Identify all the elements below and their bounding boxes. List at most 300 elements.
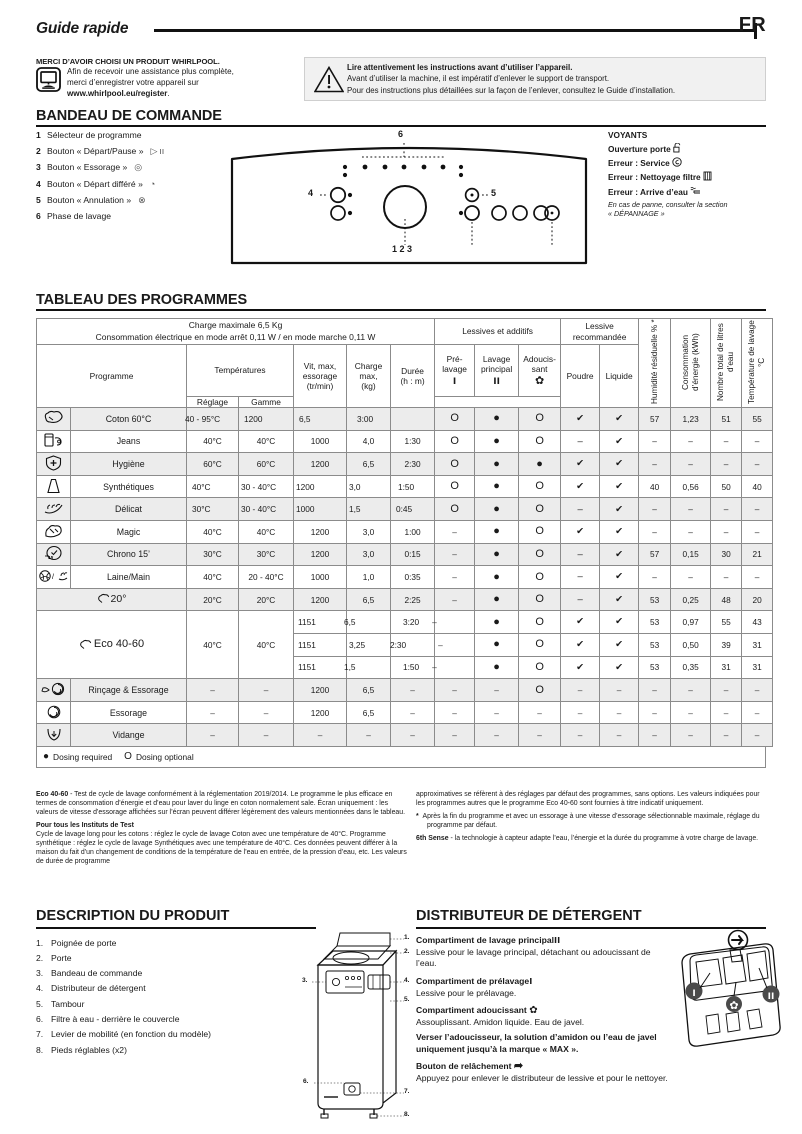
programme-name: Chrono 15’	[71, 543, 187, 566]
cell-softener: O	[519, 656, 561, 679]
cell-litres: –	[711, 498, 742, 521]
cell-charge: 3,0	[347, 475, 391, 498]
eco-cloud-icon	[79, 639, 92, 650]
cell-liquid: –	[600, 724, 639, 747]
th-energie: Consommation d’énergie (kWh)	[671, 319, 711, 408]
cell-charge: 1,5	[347, 498, 391, 521]
cell-prewash: –	[435, 611, 475, 634]
cell-temperature: –	[742, 701, 773, 724]
cell-charge: 6,5	[347, 679, 391, 702]
register-url[interactable]: www.whirlpool.eu/register	[67, 88, 168, 98]
cell-charge: 6,5	[347, 588, 391, 611]
cell-charge: 6,5	[347, 701, 391, 724]
cell-temperature: –	[742, 566, 773, 589]
cell-litres: 48	[711, 588, 742, 611]
cell-vitesse: –	[294, 724, 347, 747]
dispenser-block	[416, 908, 668, 1085]
th-temp-lavage: Température de lavage °C	[742, 319, 773, 408]
legend-item-6: 6 Phase de lavage	[36, 210, 112, 221]
cell-powder: ✔	[561, 408, 600, 431]
footnote-test-institutes-body: Cycle de lavage long pour les cotons : réglez le cycle de lavage Coton avec une température de 40°C. Programme synthétique : réglez le cycle de lavage Synthétiques avec une température de 40°C. Ces données peuvent différer à la maison du fait d’un changement de conditions de la température de l’eau en entrée, de la pression d’eau, etc. Les valeurs de durée de programme	[36, 831, 407, 866]
cell-litres: –	[711, 566, 742, 589]
cell-energy: –	[671, 566, 711, 589]
callout-8: 8.	[404, 1111, 410, 1118]
cell-charge: 1,5	[347, 656, 391, 679]
cell-humidity: 53	[639, 611, 671, 634]
cell-humidity: 53	[639, 588, 671, 611]
programmes-table-wrap	[36, 318, 766, 768]
cell-duree: 2:30	[391, 634, 435, 657]
delicate-icon	[37, 498, 71, 521]
cell-softener: O	[519, 521, 561, 544]
cell-temperature: 20	[742, 588, 773, 611]
cell-powder: ✔	[561, 453, 600, 476]
cell-humidity: –	[639, 498, 671, 521]
programme-name-eco: Eco 40-60	[37, 611, 187, 679]
programme-name: Essorage	[71, 701, 187, 724]
cell-charge: –	[347, 724, 391, 747]
cell-powder: –	[561, 498, 600, 521]
cell-energy: 0,15	[671, 543, 711, 566]
register-url-line: www.whirlpool.eu/register.	[67, 88, 170, 98]
cell-energy: 0,35	[671, 656, 711, 679]
legend-item-5: 5 Bouton « Annulation » ⊗	[36, 194, 146, 205]
cell-charge: 4,0	[347, 430, 391, 453]
machine-diagram	[300, 925, 410, 1120]
chrono-icon	[37, 543, 71, 566]
thank-you-line1: Afin de recevoir une assistance plus complète,	[67, 67, 234, 76]
cell-duree: 0:15	[391, 543, 435, 566]
mainwash-bar-icon: ıı	[554, 933, 561, 946]
cell-gamme: –	[239, 724, 294, 747]
cotton-icon	[37, 408, 71, 431]
cell-reglage: 40°C	[187, 475, 239, 498]
programme-name-20: 20°	[37, 588, 187, 611]
cell-duree: 0:35	[391, 566, 435, 589]
cell-energy: 0,56	[671, 475, 711, 498]
cell-mainwash: ●	[475, 521, 519, 544]
cell-duree: 1:50	[391, 475, 435, 498]
cell-vitesse: 1000	[294, 566, 347, 589]
product-parts-list	[36, 936, 316, 1058]
cell-mainwash: ●	[475, 566, 519, 589]
softener-flower-icon: ✿	[529, 1004, 538, 1016]
cell-humidity: 40	[639, 475, 671, 498]
th-humidite: Humidité résiduelle % *	[639, 319, 671, 408]
cell-litres: 55	[711, 611, 742, 634]
thank-you-title: MERCI D’AVOIR CHOISI UN PRODUIT WHIRLPOOL.	[36, 57, 220, 66]
list-item: 1. Poignée de porte	[36, 937, 117, 948]
dispenser-prewash-compartment: Compartiment de prélavageı Lessive pour le prélavage.	[416, 974, 533, 999]
warning-line3: Pour des instructions plus détaillées sur la façon de l’enlever, consultez le Guide d’installation.	[347, 85, 676, 95]
cell-vitesse: 1200	[294, 521, 347, 544]
callout-6: 6.	[303, 1078, 309, 1085]
cell-humidity: –	[639, 453, 671, 476]
programme-name: Coton 60°C	[71, 408, 187, 431]
svg-text:/: /	[51, 574, 54, 582]
cell-humidity: 53	[639, 656, 671, 679]
table-row	[37, 543, 773, 566]
control-panel-title-underline	[36, 125, 766, 127]
cell-charge: 1,0	[347, 566, 391, 589]
spin-icon	[37, 701, 71, 724]
table-row	[37, 724, 773, 747]
cell-reglage: 40°C	[187, 430, 239, 453]
header-rule	[154, 29, 756, 32]
cell-charge: 6,5	[347, 453, 391, 476]
cell-vitesse: 1200	[294, 588, 347, 611]
cell-temperature: –	[742, 724, 773, 747]
page-title: Guide rapide	[36, 20, 129, 37]
warning-line1: Lire attentivement les instructions avant d’utiliser l’appareil.	[347, 63, 573, 73]
list-item: 8. Pieds réglables (x2)	[36, 1044, 127, 1055]
cell-liquid: ✔	[600, 566, 639, 589]
cell-reglage: –	[187, 679, 239, 702]
table-row	[37, 521, 773, 544]
cell-mainwash: ●	[475, 634, 519, 657]
cell-litres: –	[711, 679, 742, 702]
footnote-continued: approximatives se réfèrent à des réglages par défaut des programmes, sans options. Les valeurs indiquées pour les programmes autres que le programme Eco 40-60 sont fournies à titre indicatif uniquement.	[416, 791, 760, 808]
voyant-door-open: Ouverture porte	[608, 142, 778, 156]
th-lessive-reco: Lessive recommandée	[561, 319, 639, 345]
cell-reglage: –	[187, 724, 239, 747]
cell-liquid: ✔	[600, 430, 639, 453]
svg-text:ı: ı	[692, 985, 696, 999]
programme-name: Synthétiques	[71, 475, 187, 498]
legend-item-3: 3 Bouton « Essorage » ◎	[36, 162, 143, 173]
unlock-icon	[673, 144, 682, 154]
cell-charge: 3:00	[347, 408, 391, 431]
cell-temperature: 40	[742, 475, 773, 498]
cell-powder: –	[561, 679, 600, 702]
cell-vitesse: 1000	[294, 498, 347, 521]
cell-prewash: –	[435, 679, 475, 702]
table-row	[37, 566, 773, 589]
cell-duree: 3:20	[391, 611, 435, 634]
indicator-lights-block	[608, 130, 778, 218]
cell-mainwash: –	[475, 724, 519, 747]
cell-prewash: –	[435, 724, 475, 747]
cell-vitesse: 1151	[294, 634, 347, 657]
th-prelavage: Pré- lavage ı	[435, 345, 475, 397]
th-gamme: Gamme	[239, 397, 294, 408]
cell-litres: 31	[711, 656, 742, 679]
rinse-spin-icon	[37, 679, 71, 702]
cell-energy: –	[671, 521, 711, 544]
programme-name: Vidange	[71, 724, 187, 747]
legend-item-4: 4 Bouton « Départ différé » ◔	[36, 178, 156, 189]
svg-text:15: 15	[48, 555, 54, 561]
svg-text:✿: ✿	[729, 1000, 739, 1012]
th-lessives: Lessives et additifs	[435, 319, 561, 345]
filter-icon	[703, 172, 712, 182]
footnotes-right	[416, 790, 766, 847]
th-liquide: Liquide	[600, 345, 639, 408]
product-section-title: DESCRIPTION DU PRODUIT	[36, 908, 230, 924]
cell-softener: O	[519, 566, 561, 589]
cell-powder: –	[561, 588, 600, 611]
table-row	[37, 498, 773, 521]
warning-box	[304, 57, 766, 101]
voyants-heading: VOYANTS	[608, 130, 648, 140]
cell-litres: –	[711, 453, 742, 476]
cell-gamme: 40°C	[239, 611, 294, 679]
cell-energy: –	[671, 724, 711, 747]
cell-reglage: 40°C	[187, 566, 239, 589]
footnotes-left	[36, 790, 408, 870]
cell-energy: 0,50	[671, 634, 711, 657]
cell-duree: 2:25	[391, 588, 435, 611]
table-row	[37, 453, 773, 476]
programme-name: Magic	[71, 521, 187, 544]
callout-3: 3.	[302, 977, 308, 984]
cell-reglage: 30°C	[187, 543, 239, 566]
cell-gamme: 20°C	[239, 588, 294, 611]
cell-gamme: 40°C	[239, 430, 294, 453]
language-code: FR	[738, 14, 766, 36]
list-item: 3. Bandeau de commande	[36, 968, 143, 979]
cell-prewash: –	[435, 521, 475, 544]
list-item: 6. Filtre à eau - derrière le couvercle	[36, 1014, 180, 1025]
cell-liquid: ✔	[600, 588, 639, 611]
dispenser-max-warning: Verser l’adoucisseur, la solution d’amidon ou l’eau de javel uniquement jusqu’à la marque « MAX ».	[416, 1032, 657, 1054]
cell-humidity: –	[639, 679, 671, 702]
cell-powder: –	[561, 430, 600, 453]
callout-1: 1.	[404, 934, 410, 941]
cell-humidity: –	[639, 724, 671, 747]
programmes-title-underline	[36, 309, 766, 311]
cell-liquid: –	[600, 701, 639, 724]
list-item: 4. Distributeur de détergent	[36, 983, 146, 994]
th-programme: Programme	[37, 345, 187, 408]
cell-mainwash: ●	[475, 453, 519, 476]
cell-duree: 0:45	[391, 498, 435, 521]
release-arrow-icon: ➦	[513, 1059, 524, 1072]
cell-temperature: –	[742, 453, 773, 476]
cell-reglage: 40°C	[187, 611, 239, 679]
cell-powder: –	[561, 543, 600, 566]
cell-liquid: ✔	[600, 656, 639, 679]
cell-vitesse: 6,5	[294, 408, 347, 431]
cell-humidity: –	[639, 521, 671, 544]
cell-prewash: –	[435, 634, 475, 657]
cell-litres: 51	[711, 408, 742, 431]
cell-softener: O	[519, 498, 561, 521]
voyant-error-service: Erreur : Service	[608, 156, 778, 170]
cell-softener: O	[519, 634, 561, 657]
footnote-eco: Eco 40-60 - Test de cycle de lavage conformément à la réglementation 2019/2014. Le programme le plus efficace en termes de consommation d’énergie et d’eau pour laver du linge en coton normalement sale. Écran uniquement : les valeurs de vitesse d’essorage affichées sur l’écran peuvent différer légèrement des valeurs mentionnées dans le tableau.	[36, 791, 405, 817]
cell-energy: –	[671, 679, 711, 702]
cell-mainwash: ●	[475, 543, 519, 566]
water-tap-icon	[690, 187, 702, 197]
cell-litres: 39	[711, 634, 742, 657]
cell-vitesse: 1151	[294, 656, 347, 679]
cell-duree: 1:30	[391, 430, 435, 453]
cell-humidity: –	[639, 430, 671, 453]
cell-vitesse: 1200	[294, 701, 347, 724]
magic-icon	[37, 521, 71, 544]
cell-softener: O	[519, 679, 561, 702]
cell-powder: ✔	[561, 656, 600, 679]
programmes-table	[36, 318, 773, 747]
cell-vitesse: 1000	[294, 430, 347, 453]
callout-5: 5	[491, 188, 497, 198]
cell-powder: –	[561, 701, 600, 724]
cell-duree: –	[391, 724, 435, 747]
cell-mainwash: ●	[475, 588, 519, 611]
product-title-underline	[36, 927, 316, 929]
warning-line2: Avant d’utiliser la machine, il est impératif d’enlever le support de transport.	[347, 74, 610, 84]
delay-start-clock-icon: ◔	[149, 178, 156, 189]
cell-mainwash: ●	[475, 475, 519, 498]
table-banner-row	[37, 319, 773, 345]
footnote-asterisk: * Après la fin du programme et avec un essorage à une vitesse d’essorage sélectionnable maximale, réglage du programme par défaut.	[416, 813, 760, 830]
cell-liquid: –	[600, 679, 639, 702]
monitor-icon	[36, 67, 61, 92]
th-vitesse: Vit, max, essorage (tr/min)	[294, 345, 347, 408]
dosing-required-label: Dosing required	[53, 751, 113, 762]
service-wrench-icon	[672, 158, 682, 168]
cell-powder: –	[561, 566, 600, 589]
table-row	[37, 588, 773, 611]
voyant-error-filter: Erreur : Nettoyage filtre	[608, 170, 778, 184]
cell-temperature: 55	[742, 408, 773, 431]
cell-mainwash: ●	[475, 611, 519, 634]
cell-temperature: –	[742, 521, 773, 544]
cell-mainwash: ●	[475, 498, 519, 521]
cell-gamme: –	[239, 701, 294, 724]
cell-energy: 1,23	[671, 408, 711, 431]
cell-humidity: –	[639, 566, 671, 589]
cell-gamme: 20 - 40°C	[239, 566, 294, 589]
svg-text:ıı: ıı	[767, 988, 775, 1002]
cell-liquid: ✔	[600, 611, 639, 634]
detergent-drawer-diagram	[668, 928, 788, 1053]
callout-7: 7.	[404, 1088, 410, 1095]
cell-litres: –	[711, 521, 742, 544]
cell-reglage: –	[187, 701, 239, 724]
footnote-test-institutes-title: Pour tous les Instituts de Test	[36, 822, 134, 830]
list-item: 5. Tambour	[36, 998, 85, 1009]
cell-prewash: O	[435, 430, 475, 453]
cell-softener: –	[519, 701, 561, 724]
cell-temperature: 43	[742, 611, 773, 634]
mainwash-bar-icon: ıı	[493, 372, 500, 387]
cell-mainwash: –	[475, 679, 519, 702]
th-reglage: Réglage	[187, 397, 239, 408]
th-lavage-principal: Lavage principal ıı	[475, 345, 519, 397]
cell-litres: –	[711, 430, 742, 453]
cell-duree: –	[391, 701, 435, 724]
thank-you-body	[67, 67, 288, 99]
cell-litres: 30	[711, 543, 742, 566]
cell-powder: ✔	[561, 611, 600, 634]
cell-energy: –	[671, 453, 711, 476]
cold20-cloud-icon	[97, 593, 110, 604]
cell-temperature: 21	[742, 543, 773, 566]
cell-mainwash: ●	[475, 656, 519, 679]
callout-6: 6	[398, 129, 404, 139]
dosing-optional-label: Dosing optional	[135, 751, 194, 762]
cell-liquid: ✔	[600, 521, 639, 544]
dosing-required-glyph: ●	[43, 751, 50, 763]
softener-flower-icon: ✿	[534, 374, 545, 387]
callout-4: 4.	[404, 977, 410, 984]
cell-mainwash: ●	[475, 408, 519, 431]
cell-vitesse: 1200	[294, 543, 347, 566]
table-row	[37, 611, 773, 634]
cell-charge: 3,0	[347, 543, 391, 566]
cell-litres: 50	[711, 475, 742, 498]
cell-liquid: ✔	[600, 543, 639, 566]
cell-duree: 2:30	[391, 453, 435, 476]
cell-prewash: –	[435, 656, 475, 679]
cell-gamme: –	[239, 679, 294, 702]
cell-softener: –	[519, 724, 561, 747]
dispenser-softener-compartment: Compartiment adoucissant ✿ Assouplissant. Amidon liquide. Eau de javel.	[416, 1004, 585, 1027]
th-temperatures: Températures	[187, 345, 294, 397]
cell-charge: 6,5	[347, 611, 391, 634]
cell-powder: ✔	[561, 521, 600, 544]
table-key-row	[36, 747, 766, 768]
cell-gamme: 30°C	[239, 543, 294, 566]
cell-duree: 1:00	[391, 521, 435, 544]
cell-reglage: 60°C	[187, 453, 239, 476]
legend-item-2: 2 Bouton « Départ/Pause » ▷ ıı	[36, 146, 165, 157]
cell-prewash: –	[435, 543, 475, 566]
cell-duree: 1:50	[391, 656, 435, 679]
table-row	[37, 430, 773, 453]
warning-text	[347, 62, 675, 96]
cancel-icon: ⊗	[138, 194, 146, 205]
cell-liquid: ✔	[600, 453, 639, 476]
cell-temperature: 31	[742, 656, 773, 679]
cell-liquid: ✔	[600, 408, 639, 431]
wool-hand-icon	[37, 566, 71, 589]
cell-softener: O	[519, 588, 561, 611]
table-row	[37, 701, 773, 724]
cell-reglage: 40 - 95°C	[187, 408, 239, 431]
th-adoucissant: Adoucis- sant ✿	[519, 345, 561, 397]
cell-mainwash: ●	[475, 430, 519, 453]
cell-energy: –	[671, 701, 711, 724]
start-pause-icon: ▷ ıı	[150, 146, 165, 157]
cell-prewash: O	[435, 498, 475, 521]
cell-softener: O	[519, 430, 561, 453]
cell-energy: –	[671, 430, 711, 453]
cell-vitesse: 1200	[294, 475, 347, 498]
cell-softener: O	[519, 543, 561, 566]
th-charge: Charge max, (kg)	[347, 345, 391, 408]
table-row	[37, 408, 773, 431]
drain-icon	[37, 724, 71, 747]
jeans-icon	[37, 430, 71, 453]
cell-prewash: –	[435, 701, 475, 724]
control-panel-section-title: BANDEAU DE COMMANDE	[36, 108, 222, 124]
dosing-optional-glyph: O	[124, 751, 132, 763]
cell-liquid: ✔	[600, 498, 639, 521]
programme-name: Rinçage & Essorage	[71, 679, 187, 702]
cell-liquid: ✔	[600, 475, 639, 498]
prewash-bar-icon: ı	[529, 974, 533, 987]
cell-softener: O	[519, 408, 561, 431]
cell-powder: –	[561, 724, 600, 747]
cell-reglage: 30°C	[187, 498, 239, 521]
cell-vitesse: 1200	[294, 679, 347, 702]
cell-charge: 3,25	[347, 634, 391, 657]
cell-prewash: –	[435, 566, 475, 589]
list-item: 7. Levier de mobilité (en fonction du modèle)	[36, 1029, 212, 1040]
